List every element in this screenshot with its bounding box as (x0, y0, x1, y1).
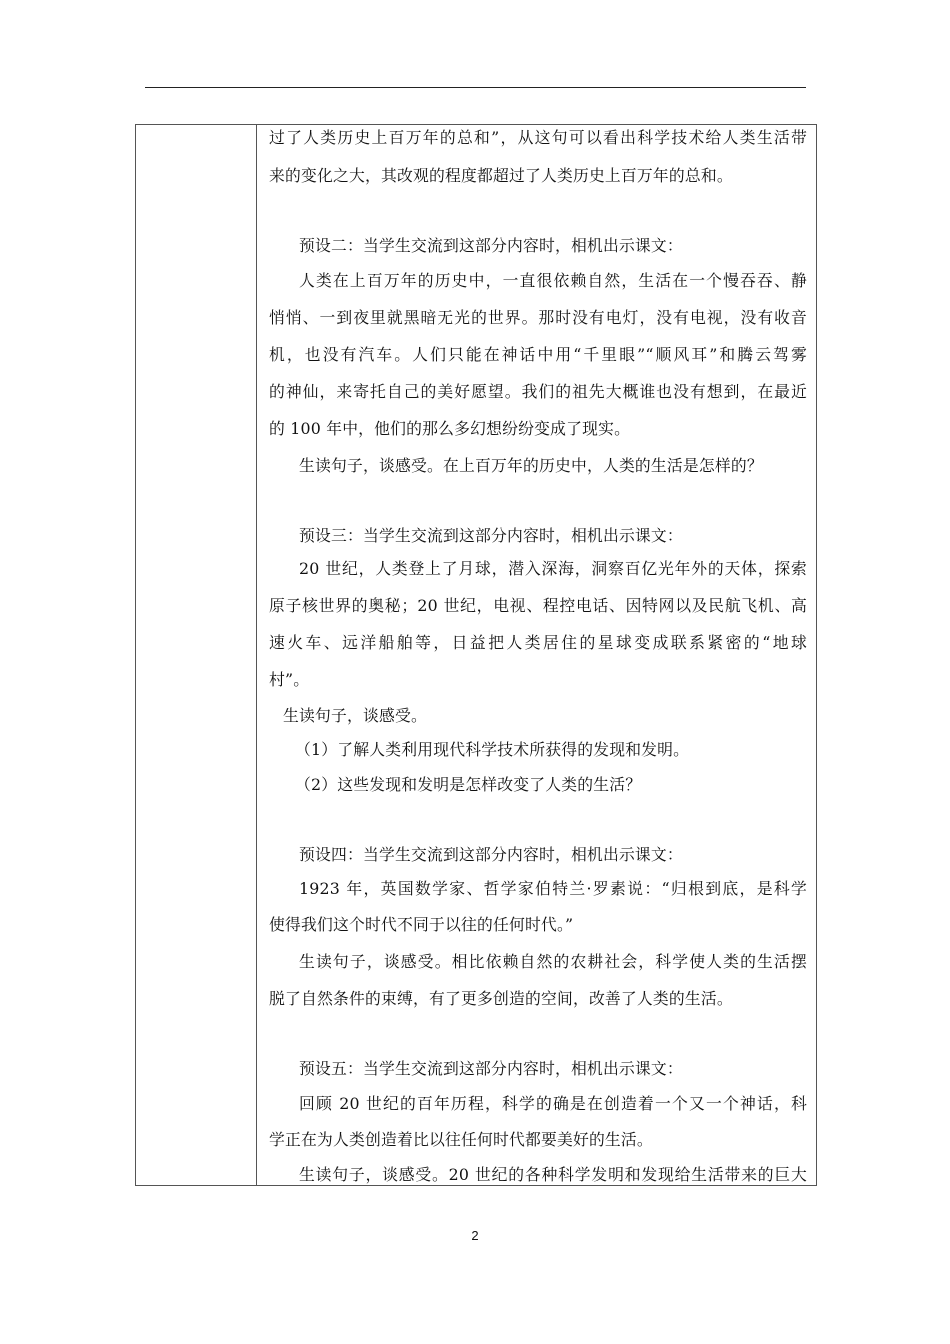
text-line: 生读句子，谈感受。 (283, 706, 427, 725)
preset-heading: 预设四：当学生交流到这部分内容时，相机出示课文： (299, 845, 683, 864)
text-line: （1）了解人类利用现代科学技术所获得的发现和发明。 (295, 740, 690, 759)
text-line: 速火车、远洋船舶等，日益把人类居住的星球变成联系紧密的“地球 (269, 633, 807, 652)
text-line: 回顾 20 世纪的百年历程，科学的确是在创造着一个又一个神话，科 (299, 1094, 807, 1113)
header-rule (145, 87, 806, 88)
text-line: 人类在上百万年的历史中，一直很依赖自然，生活在一个慢吞吞、静 (299, 271, 807, 290)
text-line: 20 世纪，人类登上了月球，潜入深海，洞察百亿光年外的天体，探索 (299, 559, 807, 578)
text-line: 脱了自然条件的束缚，有了更多创造的空间，改善了人类的生活。 (269, 989, 733, 1008)
text-line: 生读句子，谈感受。20 世纪的各种科学发明和发现给生活带来的巨大 (299, 1165, 807, 1184)
preset-heading: 预设五：当学生交流到这部分内容时，相机出示课文： (299, 1059, 683, 1078)
page-number: 2 (471, 1228, 479, 1243)
preset-heading: 预设二：当学生交流到这部分内容时，相机出示课文： (299, 236, 683, 255)
table-left-cell (136, 125, 257, 1185)
text-line: 生读句子，谈感受。相比依赖自然的农耕社会，科学使人类的生活摆 (299, 952, 807, 971)
text-line: 的 100 年中，他们的那么多幻想纷纷变成了现实。 (269, 419, 631, 438)
text-line: 原子核世界的奥秘；20 世纪，电视、程控电话、因特网以及民航飞机、高 (269, 596, 807, 615)
text-line: 的神仙，来寄托自己的美好愿望。我们的祖先大概谁也没有想到，在最近 (269, 382, 807, 401)
text-line: 悄悄、一到夜里就黑暗无光的世界。那时没有电灯，没有电视，没有收音 (269, 308, 807, 327)
preset-heading: 预设三：当学生交流到这部分内容时，相机出示课文： (299, 526, 683, 545)
text-line: 过了人类历史上百万年的总和”，从这句可以看出科学技术给人类生活带 (269, 128, 807, 147)
text-line: 学正在为人类创造着比以往任何时代都要美好的生活。 (269, 1130, 653, 1149)
text-line: 使得我们这个时代不同于以往的任何时代。” (269, 915, 574, 934)
text-line: （2）这些发现和发明是怎样改变了人类的生活？ (295, 775, 642, 794)
text-line: 1923 年，英国数学家、哲学家伯特兰·罗素说：“归根到底，是科学 (299, 879, 807, 898)
table-right-cell (257, 125, 816, 1185)
text-line: 机，也没有汽车。人们只能在神话中用“千里眼”“顺风耳”和腾云驾雾 (269, 345, 807, 364)
lesson-table (135, 124, 817, 1186)
text-line: 村”。 (269, 670, 310, 689)
text-line: 来的变化之大，其改观的程度都超过了人类历史上百万年的总和。 (269, 166, 733, 185)
text-line: 生读句子，谈感受。在上百万年的历史中，人类的生活是怎样的？ (299, 456, 763, 475)
